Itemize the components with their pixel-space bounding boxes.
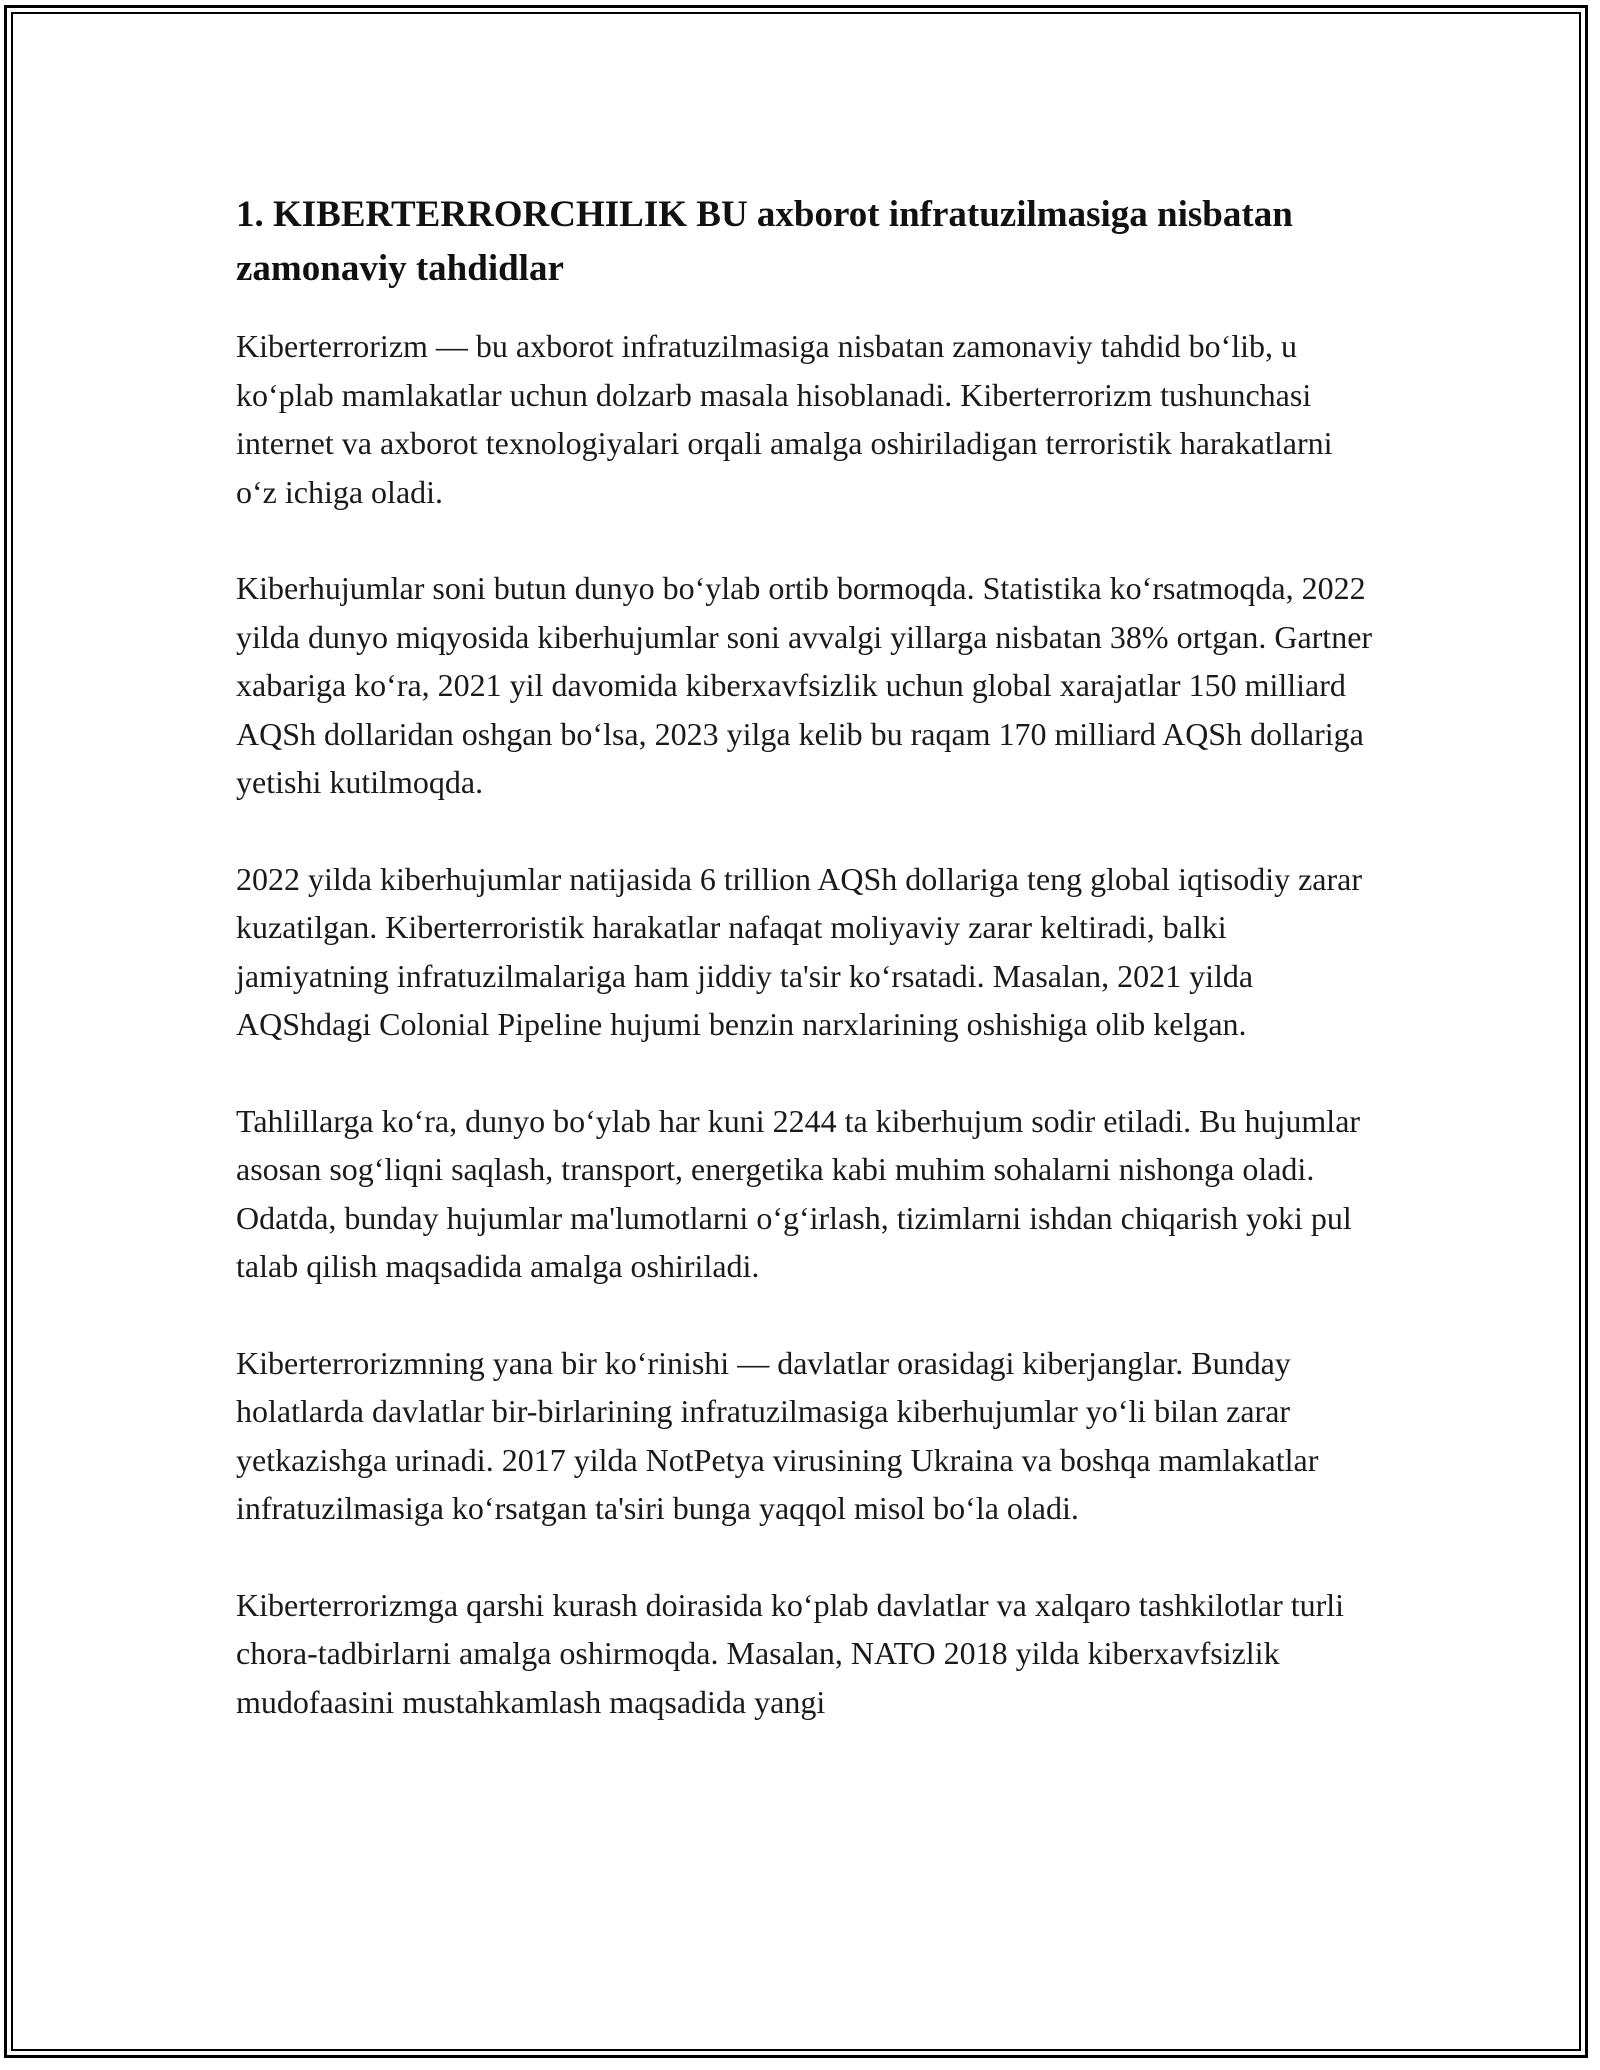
paragraph-4: Tahlillarga ko‘ra, dunyo bo‘ylab har kuni 2244 ta kiberhujum sodir etiladi. Bu hujumlar asosan sog‘liqni saqlash, transport, energetika kabi muhim sohalarni nishonga oladi. Odatda, bunday hujumlar ma'lumotlarni o‘g‘irlash, tizimlarni ishdan chiqarish yoki pul talab qilish maqsadida amalga oshiriladi.: [236, 1102, 1361, 1284]
paragraph-2: Kiberhujumlar soni butun dunyo bo‘ylab ortib bormoqda. Statistika ko‘rsatmoqda, 2022 yilda dunyo miqyosida kiberhujumlar soni avvalgi yillarga nisbatan 38% ortgan. Gartner xabariga ko‘ra, 2021 yil davomida kiberxavfsizlik uchun global xarajatlar 150 milliard AQSh dollaridan oshgan bo‘lsa, 2023 yilga kelib bu raqam 170 milliard AQSh dollariga yetishi kutilmoqda.: [236, 570, 1373, 800]
paragraph-3: 2022 yilda kiberhujumlar natijasida 6 trillion AQSh dollariga teng global iqtisodiy zarar kuzatilgan. Kiberterroristik harakatlar nafaqat moliyaviy zarar keltiradi, balki jamiyatning infratuzilmalariga ham jiddiy ta'sir ko‘rsatadi. Masalan, 2021 yilda AQShdagi Colonial Pipeline hujumi benzin narxlarining oshishiga olib kelgan.: [236, 860, 1362, 1042]
paragraph-6: Kiberterrorizmga qarshi kurash doirasida ko‘plab davlatlar va xalqaro tashkilotlar turli chora-tadbirlarni amalga oshirmoqda. Masalan, NATO 2018 yilda kiberxavfsizlik mudofaasini mustahkamlash maqsadida yangi: [236, 1586, 1345, 1720]
document-title: 1. KIBERTERRORCHILIK BU axborot infratuzilmasiga nisbatan zamonaviy tahdidlar: [236, 194, 1293, 289]
paragraph-1: Kiberterrorizm — bu axborot infratuzilmasiga nisbatan zamonaviy tahdid bo‘lib, u ko‘plab mamlakatlar uchun dolzarb masala hisoblanadi. Kiberterrorizm tushunchasi internet va axborot texnologiyalari orqali amalga oshiriladigan terroristik harakatlarni o‘z ichiga oladi.: [236, 328, 1333, 510]
paragraph-5: Kiberterrorizmning yana bir ko‘rinishi — davlatlar orasidagi kiberjanglar. Bunday holatlarda davlatlar bir-birlarining infratuzilmasiga kiberhujumlar yo‘li bilan zarar yetkazishga urinadi. 2017 yilda NotPetya virusining Ukraina va boshqa mamlakatlar infratuzilmasiga ko‘rsatgan ta'siri bunga yaqqol misol bo‘la oladi.: [236, 1344, 1319, 1526]
document-body: [236, 188, 1376, 1774]
